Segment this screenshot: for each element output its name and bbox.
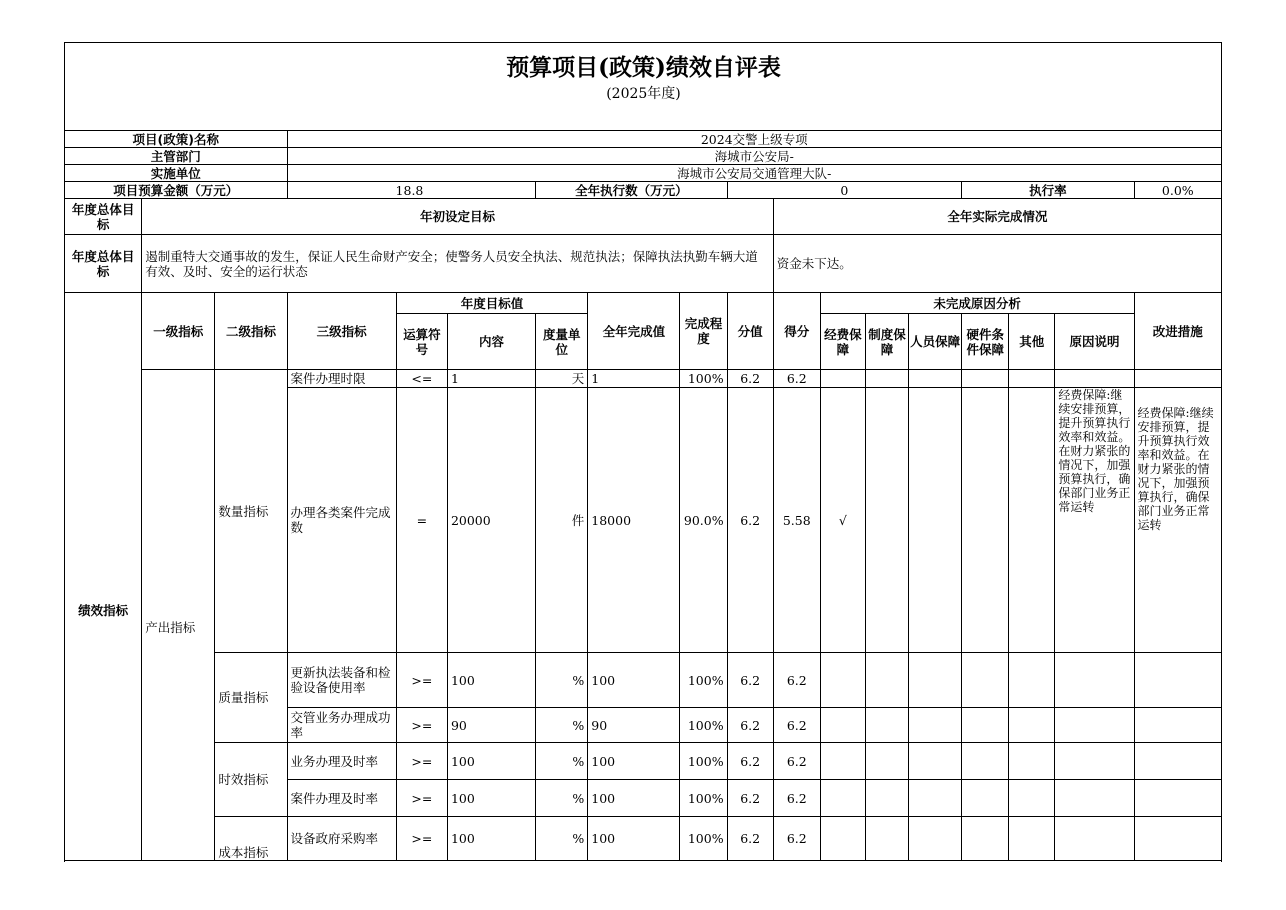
actual-result-label: 全年实际完成情况: [773, 199, 1221, 235]
indicator-degree: 100%: [680, 370, 727, 388]
indicator-other: [1009, 817, 1055, 861]
indicator-op: >=: [396, 743, 447, 780]
hardware-header: 硬件条件保障: [962, 314, 1009, 370]
indicator-degree: 100%: [680, 743, 727, 780]
indicator-staff: [909, 370, 962, 388]
indicator-content: 100: [447, 743, 535, 780]
indicator-degree: 90.0%: [680, 388, 727, 653]
indicator-staff: [909, 780, 962, 817]
page-subtitle: (2025年度): [606, 86, 681, 102]
indicator-got: 6.2: [773, 370, 820, 388]
improve-header: 改进措施: [1134, 293, 1221, 370]
unit-label: 实施单位: [65, 165, 288, 182]
indicator-system: [865, 780, 908, 817]
indicator-other: [1009, 743, 1055, 780]
indicator-score: 6.2: [727, 708, 773, 743]
indicator-got: 6.2: [773, 653, 820, 708]
indicator-degree: 100%: [680, 780, 727, 817]
indicator-unit: %: [536, 653, 588, 708]
indicator-hardware: [962, 653, 1009, 708]
table-row: [65, 817, 1222, 861]
indicator-score: 6.2: [727, 388, 773, 653]
table-row: [65, 653, 1222, 708]
actual-result-text: 资金未下达。: [773, 235, 1221, 293]
indicator-improve: [1134, 780, 1221, 817]
indicator-content: 100: [447, 817, 535, 861]
indicator-staff: [909, 817, 962, 861]
exec-label: 全年执行数（万元）: [536, 182, 727, 199]
score-got-header: 得分: [773, 293, 820, 370]
op-header: 运算符号: [396, 314, 447, 370]
indicator-other: [1009, 653, 1055, 708]
budget-value: 18.8: [287, 182, 536, 199]
indicator-staff: [909, 653, 962, 708]
indicator-improve: [1134, 817, 1221, 861]
indicator-system: [865, 817, 908, 861]
indicator-op: >=: [396, 780, 447, 817]
indicator-fund: √: [820, 388, 865, 653]
degree-header: 完成程度: [680, 293, 727, 370]
indicator-got: 6.2: [773, 817, 820, 861]
indicator-reason: [1055, 780, 1134, 817]
indicator-degree: 100%: [680, 653, 727, 708]
indicator-op: <=: [396, 370, 447, 388]
unit-value: 海城市公安局交通管理大队-: [287, 165, 1221, 182]
indicator-score: 6.2: [727, 370, 773, 388]
fund-header: 经费保障: [820, 314, 865, 370]
indicator-degree: 100%: [680, 708, 727, 743]
indicator-name: 更新执法装备和检验设备使用率: [287, 653, 396, 708]
level1-header: 一级指标: [142, 293, 215, 370]
indicator-staff: [909, 743, 962, 780]
indicator-system: [865, 653, 908, 708]
unfinished-analysis-header: 未完成原因分析: [820, 293, 1134, 314]
indicator-staff: [909, 708, 962, 743]
indicator-got: 6.2: [773, 743, 820, 780]
indicator-hardware: [962, 708, 1009, 743]
indicator-done: 100: [588, 743, 680, 780]
indicator-unit: %: [536, 817, 588, 861]
table-row: [65, 743, 1222, 780]
indicator-fund: [820, 780, 865, 817]
dept-value: 海城市公安局-: [287, 148, 1221, 165]
indicator-name: 办理各类案件完成数: [287, 388, 396, 653]
indicator-other: [1009, 708, 1055, 743]
indicator-reason: [1055, 370, 1134, 388]
system-header: 制度保障: [865, 314, 908, 370]
indicator-fund: [820, 743, 865, 780]
staff-header: 人员保障: [909, 314, 962, 370]
indicator-hardware: [962, 370, 1009, 388]
indicator-op: >=: [396, 708, 447, 743]
indicator-reason: [1055, 708, 1134, 743]
evaluation-table: [64, 130, 1222, 861]
indicator-system: [865, 388, 908, 653]
indicator-got: 6.2: [773, 780, 820, 817]
perf-indicators-label: 绩效指标: [65, 293, 142, 861]
level2-header: 二级指标: [215, 293, 287, 370]
indicator-name: 案件办理时限: [287, 370, 396, 388]
indicator-name: 交管业务办理成功率: [287, 708, 396, 743]
indicator-hardware: [962, 780, 1009, 817]
level3-header: 三级指标: [287, 293, 396, 370]
indicator-op: >=: [396, 653, 447, 708]
project-name-value: 2024交警上级专项: [287, 131, 1221, 148]
group-cost: 成本指标: [215, 817, 287, 861]
indicator-improve: [1134, 653, 1221, 708]
indicator-done: 90: [588, 708, 680, 743]
indicator-reason: [1055, 817, 1134, 861]
indicator-content: 1: [447, 370, 535, 388]
initial-goal-text: 遏制重特大交通事故的发生，保证人民生命财产安全；使警务人员安全执法、规范执法；保障执法执勤车辆大道有效、及时、安全的运行状态: [142, 235, 774, 293]
indicator-op: >=: [396, 817, 447, 861]
indicator-done: 100: [588, 817, 680, 861]
indicator-system: [865, 743, 908, 780]
dept-label: 主管部门: [65, 148, 288, 165]
indicator-unit: %: [536, 780, 588, 817]
indicator-reason: [1055, 653, 1134, 708]
unit-header: 度量单位: [536, 314, 588, 370]
indicator-done: 100: [588, 653, 680, 708]
indicator-content: 20000: [447, 388, 535, 653]
indicator-content: 90: [447, 708, 535, 743]
indicator-fund: [820, 708, 865, 743]
indicator-fund: [820, 817, 865, 861]
indicator-unit: %: [536, 743, 588, 780]
indicator-done: 1: [588, 370, 680, 388]
goal-header-label: 年度总体目标: [65, 199, 142, 235]
indicator-fund: [820, 370, 865, 388]
page-title: 预算项目(政策)绩效自评表: [506, 54, 781, 81]
self-evaluation-sheet: [64, 42, 1222, 862]
content-header: 内容: [447, 314, 535, 370]
indicator-hardware: [962, 388, 1009, 653]
indicator-improve: [1134, 370, 1221, 388]
exec-value: 0: [727, 182, 962, 199]
indicator-other: [1009, 388, 1055, 653]
other-header: 其他: [1009, 314, 1055, 370]
group-quantity: 数量指标: [215, 370, 287, 653]
indicator-system: [865, 370, 908, 388]
indicator-staff: [909, 388, 962, 653]
score-value-header: 分值: [727, 293, 773, 370]
indicator-got: 5.58: [773, 388, 820, 653]
rate-label: 执行率: [962, 182, 1134, 199]
annual-target-header: 年度目标值: [396, 293, 587, 314]
indicator-unit: %: [536, 708, 588, 743]
goal-row-label: 年度总体目标: [65, 235, 142, 293]
indicator-done: 100: [588, 780, 680, 817]
group-timeliness: 时效指标: [215, 743, 287, 817]
annual-done-header: 全年完成值: [588, 293, 680, 370]
indicator-improve: [1134, 743, 1221, 780]
indicator-fund: [820, 653, 865, 708]
indicator-unit: 天: [536, 370, 588, 388]
indicator-hardware: [962, 817, 1009, 861]
indicator-got: 6.2: [773, 708, 820, 743]
group-quality: 质量指标: [215, 653, 287, 743]
indicator-hardware: [962, 743, 1009, 780]
indicator-other: [1009, 780, 1055, 817]
indicator-score: 6.2: [727, 653, 773, 708]
indicator-score: 6.2: [727, 780, 773, 817]
indicator-improve: [1134, 708, 1221, 743]
indicator-score: 6.2: [727, 817, 773, 861]
indicator-improve: 经费保障:继续安排预算，提升预算执行效率和效益。在财力紧张的情况下，加强预算执行，确保部门业务正常运转: [1134, 388, 1221, 653]
indicator-other: [1009, 370, 1055, 388]
indicator-name: 案件办理及时率: [287, 780, 396, 817]
indicator-done: 18000: [588, 388, 680, 653]
indicator-name: 业务办理及时率: [287, 743, 396, 780]
indicator-unit: 件: [536, 388, 588, 653]
indicator-reason: [1055, 743, 1134, 780]
indicator-degree: 100%: [680, 817, 727, 861]
indicator-content: 100: [447, 653, 535, 708]
indicator-reason: 经费保障:继续安排预算，提升预算执行效率和效益。在财力紧张的情况下，加强预算执行，确保部门业务正常运转: [1055, 388, 1134, 653]
indicator-name: 设备政府采购率: [287, 817, 396, 861]
level1-output: 产出指标: [142, 370, 215, 861]
indicator-system: [865, 708, 908, 743]
rate-value: 0.0%: [1134, 182, 1221, 199]
project-name-label: 项目(政策)名称: [65, 131, 288, 148]
initial-goal-label: 年初设定目标: [142, 199, 774, 235]
indicator-op: =: [396, 388, 447, 653]
indicator-score: 6.2: [727, 743, 773, 780]
title-block: [65, 43, 1222, 130]
reason-header: 原因说明: [1055, 314, 1134, 370]
budget-label: 项目预算金额（万元）: [65, 182, 288, 199]
table-row: [65, 370, 1222, 388]
indicator-content: 100: [447, 780, 535, 817]
